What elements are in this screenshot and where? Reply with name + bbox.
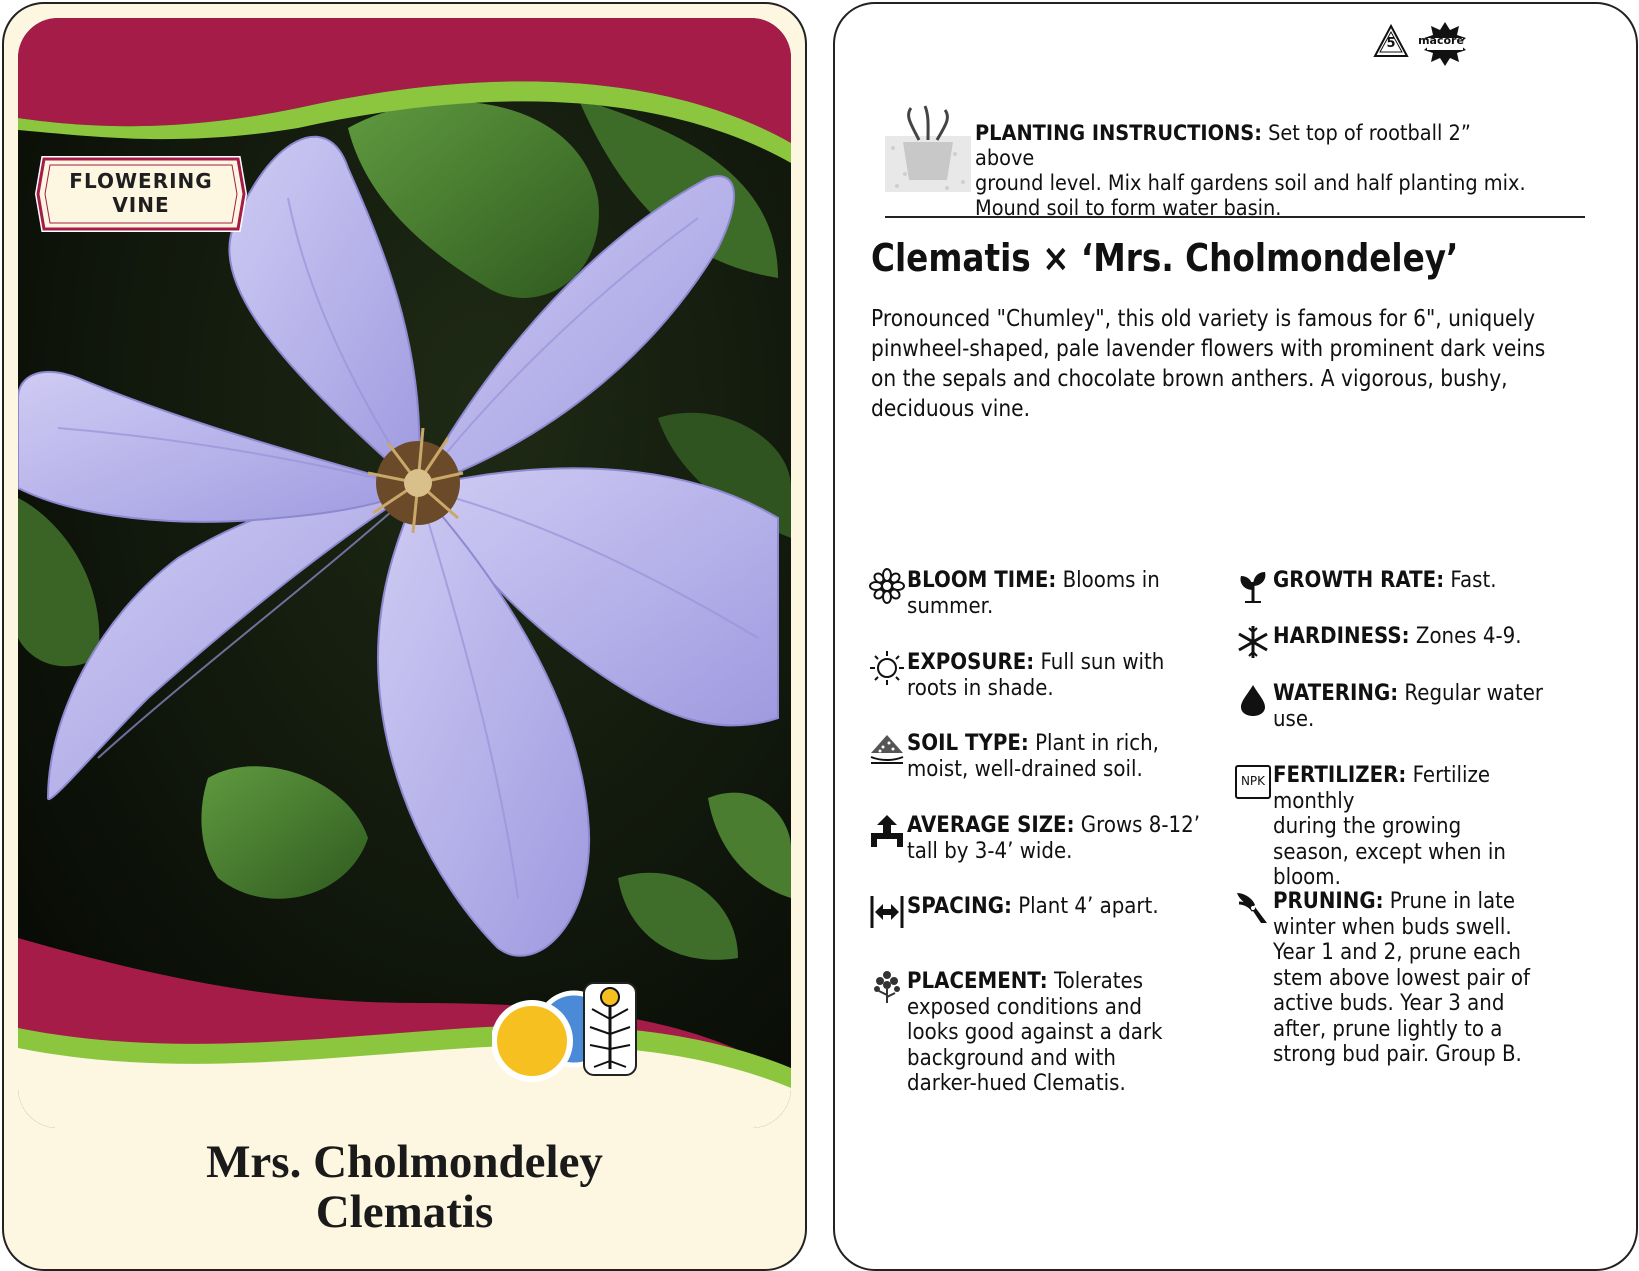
width-arrow-icon <box>869 894 905 930</box>
attr-label: FERTILIZER: <box>1273 763 1407 788</box>
sun-icon <box>869 650 905 686</box>
badge-line-2: VINE <box>112 193 170 217</box>
attr-label: GROWTH RATE: <box>1273 568 1445 593</box>
attr-text: looks good against a dark <box>907 1020 1163 1045</box>
attr-text: winter when buds swell. <box>1273 914 1512 940</box>
description-line: Pronounced "Chumley", this old variety is famous for 6", uniquely <box>871 304 1536 332</box>
attr-label: EXPOSURE: <box>907 650 1035 675</box>
attr-label: PLACEMENT: <box>907 969 1048 994</box>
attr-text: Fast. <box>1444 568 1497 593</box>
front-title-line-1: Mrs. Cholmondeley <box>206 1136 603 1188</box>
back-tag <box>833 2 1638 1271</box>
flowering-vine-icon <box>584 983 636 1075</box>
attr-text: Year 1 and 2, prune each <box>1273 940 1521 965</box>
macore-label: macore <box>1418 34 1464 47</box>
description-line: deciduous vine. <box>871 394 1031 422</box>
plant-description <box>871 303 1576 423</box>
attr-text: tall by 3-4’ wide. <box>907 838 1073 864</box>
attr-text: strong bud pair. Group B. <box>1273 1042 1522 1067</box>
attr-text: exposed conditions and <box>907 994 1143 1020</box>
description-line: pinwheel-shaped, pale lavender flowers with prominent dark veins <box>871 334 1546 362</box>
planting-line-1: Set top of rootball 2” above <box>975 121 1471 171</box>
planting-pot-icon <box>885 104 971 194</box>
attr-text: Blooms in <box>1056 568 1160 593</box>
front-plant-title <box>4 1137 805 1237</box>
attr-text: Plant in rich, <box>1028 731 1159 756</box>
attr-text: Zones 4-9. <box>1409 624 1522 649</box>
attr-label: BLOOM TIME: <box>907 568 1057 593</box>
badge-line-1: FLOWERING <box>69 169 213 193</box>
attr-text: active buds. Year 3 and <box>1273 991 1505 1016</box>
planting-line-2: ground level. Mix half gardens soil and half planting mix. <box>975 171 1526 196</box>
attr-label: SOIL TYPE: <box>907 731 1029 756</box>
attr-text: Fertilize monthly <box>1273 763 1491 814</box>
botanical-name: Clematis × ‘Mrs. Cholmondeley’ <box>871 236 1459 280</box>
attr-text: stem above lowest pair of <box>1273 965 1530 991</box>
front-tag <box>2 2 807 1271</box>
attr-text: Plant 4’ apart. <box>1011 894 1159 919</box>
attr-label: SPACING: <box>907 894 1012 919</box>
attr-text: roots in shade. <box>907 675 1054 701</box>
npk-fertilizer-icon <box>1235 765 1271 799</box>
npk-label: NPK <box>1240 774 1266 788</box>
attr-text: use. <box>1273 706 1315 732</box>
attr-text: season, except when in <box>1273 839 1506 865</box>
planting-line-3: Mound soil to form water basin. <box>975 196 1282 221</box>
attr-text: bloom. <box>1273 865 1341 890</box>
attr-label: WATERING: <box>1273 681 1399 706</box>
attr-text: Full sun with <box>1034 650 1165 675</box>
recycle-number: 5 <box>1386 36 1396 51</box>
front-title-line-2: Clematis <box>315 1186 494 1238</box>
soil-icon <box>869 731 905 767</box>
attr-text: Regular water <box>1398 681 1544 706</box>
divider <box>885 216 1585 218</box>
attr-text: background and with <box>907 1045 1116 1071</box>
planting-label: PLANTING INSTRUCTIONS: <box>975 121 1262 146</box>
attr-text: darker-hued Clematis. <box>907 1071 1126 1096</box>
attr-text: Tolerates <box>1047 969 1144 994</box>
attr-text: after, prune lightly to a <box>1273 1016 1503 1042</box>
attr-label: HARDINESS: <box>1273 624 1410 649</box>
attr-text: Prune in late <box>1383 889 1516 914</box>
placement-plant-icon <box>869 969 905 1005</box>
attr-label: AVERAGE SIZE: <box>907 813 1075 838</box>
height-arrow-icon <box>869 813 905 849</box>
planting-instructions <box>975 121 1533 221</box>
attr-text: moist, well-drained soil. <box>907 756 1143 782</box>
attr-label: PRUNING: <box>1273 889 1384 914</box>
sprout-icon <box>1235 568 1271 604</box>
full-sun-icon <box>494 1003 570 1079</box>
water-drop-icon <box>1235 681 1271 717</box>
attr-text: during the growing <box>1273 814 1462 839</box>
description-line: on the sepals and chocolate brown anthers. A vigorous, bushy, <box>871 364 1508 392</box>
attr-text: Grows 8-12’ <box>1074 813 1200 838</box>
care-icons <box>492 979 642 1089</box>
category-badge <box>34 151 248 237</box>
snowflake-icon <box>1235 624 1271 660</box>
flower-icon <box>869 568 905 604</box>
pruners-icon <box>1235 889 1271 925</box>
attr-text: summer. <box>907 593 994 619</box>
